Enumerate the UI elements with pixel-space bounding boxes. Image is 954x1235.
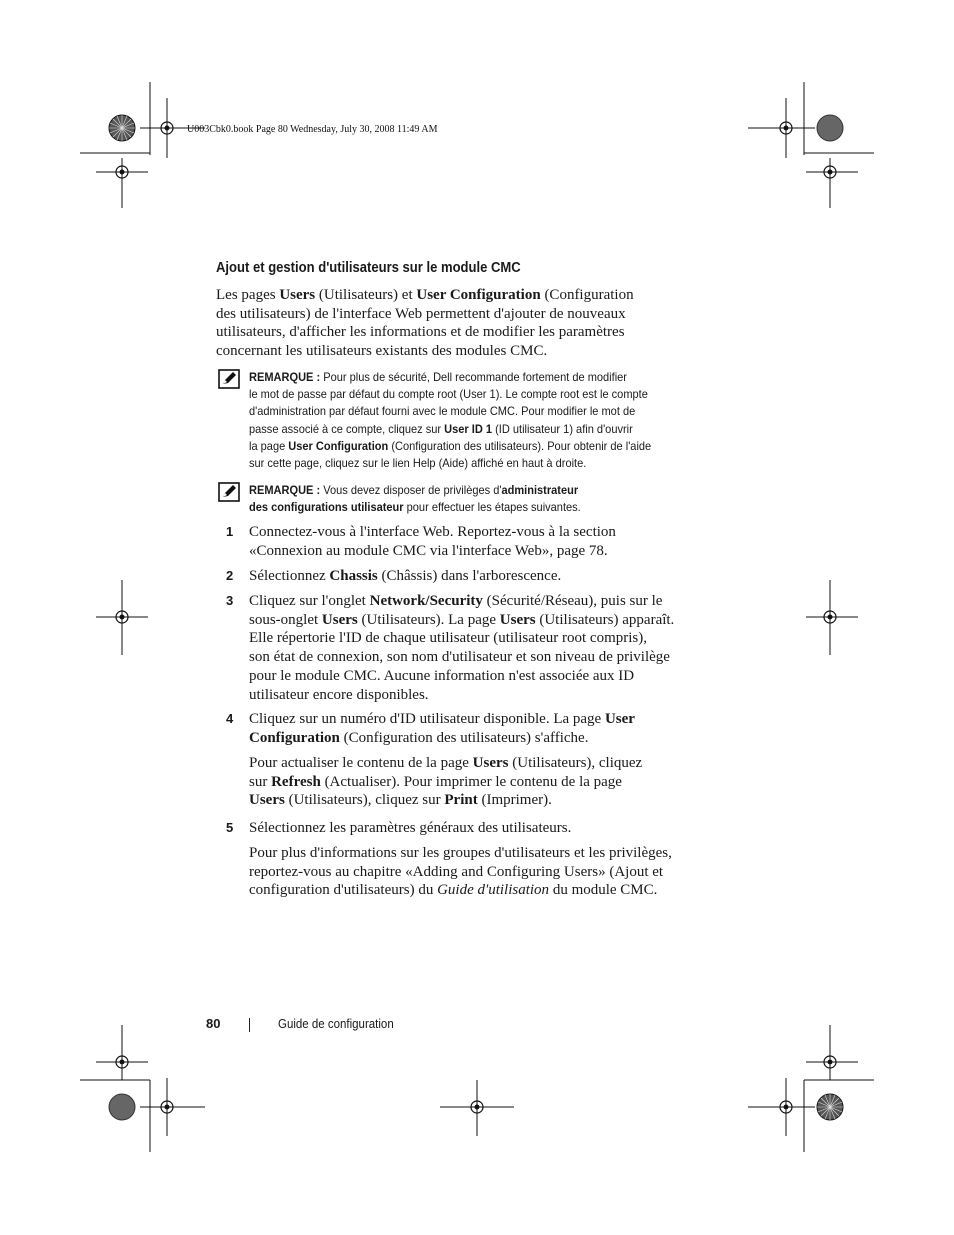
intro-paragraph: Les pages Users (Utilisateurs) et User Configuration (Configuration des utilisateurs) de l'interface Web permettent d'ajouter de nouveaux utilisateurs, d'afficher les informations et de modifier les paramètres concernant les utilisateurs existants des modules CMC. — [216, 287, 634, 360]
step-3-text: Cliquez sur l'onglet Network/Security (Sécurité/Réseau), puis sur le sous-onglet Users (Utilisateurs). La page Users (Utilisateurs) apparaît. Elle répertorie l'ID de chaque utilisateur (utilisateur root compris), son état de connexion, son nom d'utilisateur et son niveau de privilège pour le module CMC. Aucune information n'est associée aux ID utilisateur encore disponibles. — [249, 593, 675, 703]
step-1-text: Connectez-vous à l'interface Web. Reportez-vous à la section «Connexion au module CMC via l'interface Web», page 78. — [249, 524, 616, 559]
step-number: 5 — [226, 820, 234, 835]
step-number: 3 — [226, 593, 234, 608]
note-1: REMARQUE : Pour plus de sécurité, Dell recommande fortement de modifier le mot de passe par défaut du compte root (User 1). Le compte root est le compte d'administration par défaut fourni avec le module CMC. Pour modifier le mot de passe associé à ce compte, cliquez sur User ID 1 (ID utilisateur 1) afin d'ouvrir la page User Configuration (Configuration des utilisateurs). Pour obtenir de l'aide sur cette page, cliquez sur le lien Help (Aide) affiché en haut à droite. — [249, 370, 652, 471]
step-5-text: Sélectionnez les paramètres généraux des utilisateurs. — [249, 820, 572, 836]
footer-title: Guide de configuration — [278, 1017, 394, 1031]
step-number: 2 — [226, 568, 234, 583]
note-pencil-icon — [218, 369, 240, 389]
note-pencil-icon — [218, 482, 240, 502]
step-4-text: Cliquez sur un numéro d'ID utilisateur disponible. La page User Configuration (Configuration des utilisateurs) s'affiche. — [249, 711, 635, 746]
step-number: 1 — [226, 524, 234, 539]
section-title: Ajout et gestion d'utilisateurs sur le module CMC — [216, 260, 521, 276]
print-header: U003Cbk0.book Page 80 Wednesday, July 30, 2008 11:49 AM — [187, 124, 438, 135]
step-number: 4 — [226, 711, 234, 726]
step-4-note-text: Pour actualiser le contenu de la page Users (Utilisateurs), cliquez sur Refresh (Actualiser). Pour imprimer le contenu de la page Users (Utilisateurs), cliquez sur Print (Imprimer). — [249, 755, 643, 809]
step-5-info-text: Pour plus d'informations sur les groupes d'utilisateurs et les privilèges, reportez-vous au chapitre «Adding and Configuring Users» (Ajout et configuration d'utilisateurs) du Guide d'utilisation du module CMC. — [249, 845, 672, 899]
page-number: 80 — [206, 1016, 221, 1031]
footer-divider — [249, 1018, 250, 1032]
note-2: REMARQUE : Vous devez disposer de privilèges d'administrateur des configurations utilisateur pour effectuer les étapes suivantes. — [249, 483, 581, 515]
step-2-text: Sélectionnez Chassis (Châssis) dans l'arborescence. — [249, 568, 562, 584]
